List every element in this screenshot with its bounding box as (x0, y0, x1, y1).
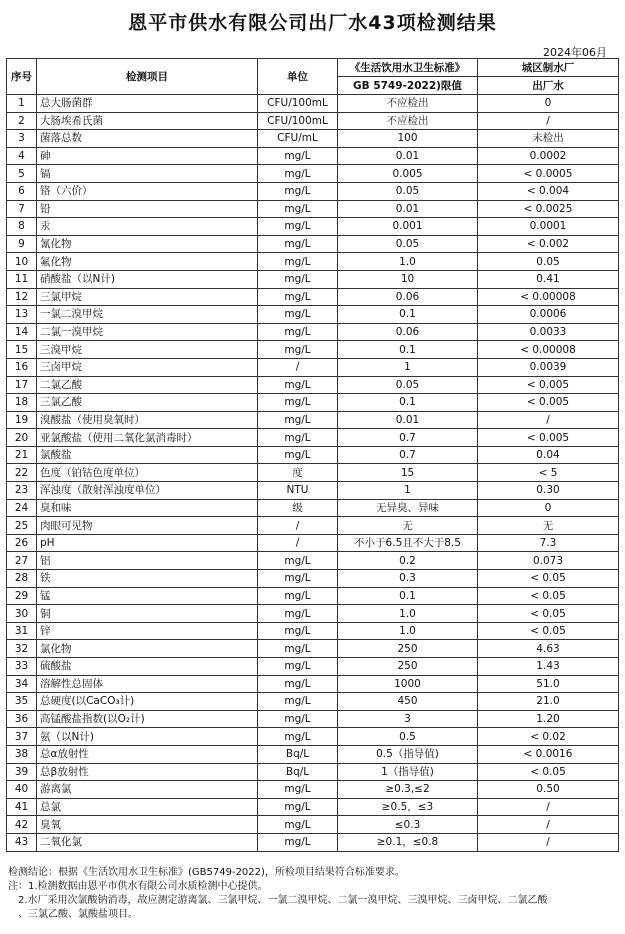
row-unit: mg/L (258, 270, 338, 288)
row-unit: mg/L (258, 587, 338, 605)
table-row (7, 147, 619, 165)
row-no: 14 (7, 323, 37, 341)
row-no: 16 (7, 358, 37, 376)
row-result: < 0.0005 (478, 165, 619, 183)
row-no: 4 (7, 147, 37, 165)
row-item: 三溴甲烷 (37, 341, 258, 359)
row-item: 三卤甲烷 (37, 358, 258, 376)
row-no: 13 (7, 306, 37, 324)
row-no: 15 (7, 341, 37, 359)
row-limit: 0.1 (338, 587, 478, 605)
row-unit: mg/L (258, 710, 338, 728)
table-row (7, 446, 619, 464)
row-unit: Bq/L (258, 763, 338, 781)
row-unit: mg/L (258, 816, 338, 834)
row-unit: mg/L (258, 658, 338, 676)
row-result: / (478, 833, 619, 851)
table-row (7, 482, 619, 500)
row-limit: 不应检出 (338, 112, 478, 130)
row-item: 总β放射性 (37, 763, 258, 781)
table-row (7, 833, 619, 851)
row-result: < 0.02 (478, 728, 619, 746)
table-row (7, 605, 619, 623)
table-row (7, 640, 619, 658)
row-item: 铁 (37, 570, 258, 588)
row-result: < 5 (478, 464, 619, 482)
row-limit: 0.2 (338, 552, 478, 570)
row-no: 24 (7, 499, 37, 517)
row-no: 5 (7, 165, 37, 183)
row-result: < 0.00008 (478, 288, 619, 306)
row-unit: mg/L (258, 182, 338, 200)
row-no: 10 (7, 253, 37, 271)
header-no: 序号 (7, 59, 37, 95)
table-row (7, 781, 619, 799)
row-result: 51.0 (478, 675, 619, 693)
table-row (7, 570, 619, 588)
table-row (7, 182, 619, 200)
row-item: 臭氧 (37, 816, 258, 834)
row-item: 肉眼可见物 (37, 517, 258, 535)
row-result: 0.0033 (478, 323, 619, 341)
row-item: 硫酸盐 (37, 658, 258, 676)
row-no: 23 (7, 482, 37, 500)
row-no: 29 (7, 587, 37, 605)
row-no: 12 (7, 288, 37, 306)
note-2b: 、三氯乙酸、氯酸盐项目。 (18, 909, 138, 920)
row-limit: 0.7 (338, 446, 478, 464)
table-row (7, 306, 619, 324)
row-unit: mg/L (258, 570, 338, 588)
row-result: 0.0002 (478, 147, 619, 165)
row-no: 3 (7, 130, 37, 148)
row-limit: ≥0.5，≤3 (338, 798, 478, 816)
table-body (7, 95, 619, 852)
row-unit: CFU/100mL (258, 112, 338, 130)
row-result: < 0.002 (478, 235, 619, 253)
row-limit: ≤0.3 (338, 816, 478, 834)
row-unit: / (258, 358, 338, 376)
row-item: 三氯甲烷 (37, 288, 258, 306)
table-row (7, 341, 619, 359)
row-limit: 1000 (338, 675, 478, 693)
row-result: 0 (478, 95, 619, 113)
table-row (7, 728, 619, 746)
row-result: / (478, 798, 619, 816)
row-item: 氟化物 (37, 253, 258, 271)
row-no: 35 (7, 693, 37, 711)
row-unit: mg/L (258, 235, 338, 253)
table-row (7, 517, 619, 535)
row-no: 22 (7, 464, 37, 482)
row-limit: 0.01 (338, 411, 478, 429)
table-row (7, 745, 619, 763)
row-result: 7.3 (478, 534, 619, 552)
row-no: 41 (7, 798, 37, 816)
note-2a: 2.水厂采用次氯酸钠消毒，故应测定游离氯、三氯甲烷、一氯二溴甲烷、二氯一溴甲烷、三溴甲烷、三卤甲烷、二氯乙酸 (18, 895, 548, 906)
header-standard-top: 《生活饮用水卫生标准》 (338, 59, 478, 77)
row-item: 氰化物 (37, 235, 258, 253)
table-row (7, 165, 619, 183)
row-unit: mg/L (258, 165, 338, 183)
row-limit: 0.3 (338, 570, 478, 588)
row-item: 总氯 (37, 798, 258, 816)
header-standard-bottom: GB 5749-2022)限值 (338, 77, 478, 95)
row-unit: 度 (258, 464, 338, 482)
header-item: 检测项目 (37, 59, 258, 95)
row-unit: mg/L (258, 429, 338, 447)
table-row (7, 710, 619, 728)
row-result: 0.04 (478, 446, 619, 464)
results-table (6, 58, 619, 852)
table-row (7, 763, 619, 781)
row-result: 0.0039 (478, 358, 619, 376)
row-item: 二氯乙酸 (37, 376, 258, 394)
row-result: < 0.005 (478, 429, 619, 447)
table-row (7, 552, 619, 570)
row-result: 0 (478, 499, 619, 517)
row-item: 汞 (37, 218, 258, 236)
row-no: 8 (7, 218, 37, 236)
row-item: 一氯二溴甲烷 (37, 306, 258, 324)
row-limit: 0.05 (338, 235, 478, 253)
row-unit: mg/L (258, 218, 338, 236)
table-row (7, 411, 619, 429)
row-unit: mg/L (258, 552, 338, 570)
table-row (7, 130, 619, 148)
table-row (7, 270, 619, 288)
row-unit: mg/L (258, 147, 338, 165)
row-result: < 0.05 (478, 605, 619, 623)
row-item: 大肠埃希氏菌 (37, 112, 258, 130)
row-item: pH (37, 534, 258, 552)
table-row (7, 816, 619, 834)
row-no: 2 (7, 112, 37, 130)
row-result: / (478, 816, 619, 834)
row-item: 氨（以N计) (37, 728, 258, 746)
row-unit: CFU/mL (258, 130, 338, 148)
row-limit: 0.05 (338, 376, 478, 394)
row-no: 39 (7, 763, 37, 781)
table-row (7, 499, 619, 517)
row-unit: mg/L (258, 411, 338, 429)
table-row (7, 200, 619, 218)
row-unit: Bq/L (258, 745, 338, 763)
row-limit: 0.1 (338, 341, 478, 359)
row-item: 铝 (37, 552, 258, 570)
row-unit: mg/L (258, 605, 338, 623)
row-item: 菌落总数 (37, 130, 258, 148)
row-no: 31 (7, 622, 37, 640)
row-unit: 级 (258, 499, 338, 517)
row-item: 亚氯酸盐（使用二氧化氯消毒时） (37, 429, 258, 447)
row-limit: 250 (338, 658, 478, 676)
row-unit: mg/L (258, 200, 338, 218)
row-unit: mg/L (258, 640, 338, 658)
row-result: < 0.05 (478, 587, 619, 605)
row-no: 25 (7, 517, 37, 535)
table-row (7, 235, 619, 253)
row-unit: mg/L (258, 253, 338, 271)
row-result: < 0.004 (478, 182, 619, 200)
row-limit: 0.1 (338, 394, 478, 412)
row-unit: mg/L (258, 341, 338, 359)
row-limit: 10 (338, 270, 478, 288)
row-limit: 不小于6.5且不大于8.5 (338, 534, 478, 552)
row-no: 21 (7, 446, 37, 464)
row-limit: 1 (338, 482, 478, 500)
table-row (7, 323, 619, 341)
table-row (7, 622, 619, 640)
row-limit: 0.01 (338, 147, 478, 165)
row-limit: 不应检出 (338, 95, 478, 113)
row-limit: 3 (338, 710, 478, 728)
row-unit: mg/L (258, 781, 338, 799)
row-result: 0.41 (478, 270, 619, 288)
row-limit: 无 (338, 517, 478, 535)
row-limit: 1.0 (338, 253, 478, 271)
row-limit: 0.7 (338, 429, 478, 447)
row-result: 未检出 (478, 130, 619, 148)
row-unit: mg/L (258, 446, 338, 464)
row-item: 色度（铂钴色度单位） (37, 464, 258, 482)
row-no: 11 (7, 270, 37, 288)
row-no: 43 (7, 833, 37, 851)
row-limit: 450 (338, 693, 478, 711)
row-no: 42 (7, 816, 37, 834)
row-no: 6 (7, 182, 37, 200)
row-result: 4.63 (478, 640, 619, 658)
row-limit: 250 (338, 640, 478, 658)
row-no: 40 (7, 781, 37, 799)
table-row (7, 587, 619, 605)
row-result: < 0.05 (478, 763, 619, 781)
row-item: 二氧化氯 (37, 833, 258, 851)
row-limit: ≥0.1，≤0.8 (338, 833, 478, 851)
row-item: 二氯一溴甲烷 (37, 323, 258, 341)
row-result: < 0.005 (478, 394, 619, 412)
row-result: / (478, 411, 619, 429)
row-limit: 0.5 (338, 728, 478, 746)
table-row (7, 464, 619, 482)
row-unit: mg/L (258, 693, 338, 711)
row-unit: mg/L (258, 394, 338, 412)
row-no: 33 (7, 658, 37, 676)
row-no: 20 (7, 429, 37, 447)
table-row (7, 253, 619, 271)
row-item: 锰 (37, 587, 258, 605)
row-item: 锌 (37, 622, 258, 640)
row-result: / (478, 112, 619, 130)
row-no: 18 (7, 394, 37, 412)
row-result: < 0.05 (478, 622, 619, 640)
notes (8, 866, 620, 922)
row-limit: 1 (338, 358, 478, 376)
table-row (7, 112, 619, 130)
row-limit: 1（指导值) (338, 763, 478, 781)
row-item: 总硬度(以CaCO₃计) (37, 693, 258, 711)
conclusion-text: 检测结论：根据《生活饮用水卫生标准》(GB5749-2022)，所检项目结果符合标准要求。 (8, 867, 405, 878)
row-result: 0.0006 (478, 306, 619, 324)
row-result: 1.43 (478, 658, 619, 676)
row-no: 19 (7, 411, 37, 429)
row-unit: mg/L (258, 306, 338, 324)
row-result: < 0.0016 (478, 745, 619, 763)
row-item: 铅 (37, 200, 258, 218)
row-no: 1 (7, 95, 37, 113)
row-item: 臭和味 (37, 499, 258, 517)
row-no: 28 (7, 570, 37, 588)
row-no: 34 (7, 675, 37, 693)
row-item: 硝酸盐（以N计) (37, 270, 258, 288)
row-item: 总大肠菌群 (37, 95, 258, 113)
table-row (7, 675, 619, 693)
table-row (7, 658, 619, 676)
row-result: < 0.05 (478, 570, 619, 588)
row-item: 溴酸盐（使用臭氧时） (37, 411, 258, 429)
row-result: < 0.00008 (478, 341, 619, 359)
row-no: 27 (7, 552, 37, 570)
row-item: 游离氯 (37, 781, 258, 799)
row-no: 26 (7, 534, 37, 552)
row-limit: ≥0.3,≤2 (338, 781, 478, 799)
row-item: 高锰酸盐指数(以O₂计) (37, 710, 258, 728)
row-no: 9 (7, 235, 37, 253)
row-result: 21.0 (478, 693, 619, 711)
row-unit: mg/L (258, 288, 338, 306)
row-limit: 0.1 (338, 306, 478, 324)
row-limit: 15 (338, 464, 478, 482)
row-item: 砷 (37, 147, 258, 165)
row-no: 37 (7, 728, 37, 746)
row-limit: 0.005 (338, 165, 478, 183)
report-date: 2024年06月 (543, 46, 607, 59)
table-row (7, 798, 619, 816)
row-limit: 0.5（指导值) (338, 745, 478, 763)
row-unit: mg/L (258, 376, 338, 394)
row-limit: 0.01 (338, 200, 478, 218)
row-result: 0.50 (478, 781, 619, 799)
row-result: 0.05 (478, 253, 619, 271)
row-no: 7 (7, 200, 37, 218)
table-row (7, 376, 619, 394)
row-result: 无 (478, 517, 619, 535)
row-unit: mg/L (258, 622, 338, 640)
row-item: 氯化物 (37, 640, 258, 658)
row-no: 17 (7, 376, 37, 394)
header-unit: 单位 (258, 59, 338, 95)
row-limit: 100 (338, 130, 478, 148)
row-result: 0.30 (478, 482, 619, 500)
row-unit: mg/L (258, 323, 338, 341)
header-plant-bottom: 出厂水 (478, 77, 619, 95)
row-limit: 1.0 (338, 605, 478, 623)
row-unit: mg/L (258, 798, 338, 816)
row-unit: mg/L (258, 728, 338, 746)
table-row (7, 288, 619, 306)
page-title: 恩平市供水有限公司出厂水43项检测结果 (128, 12, 497, 34)
table-row (7, 394, 619, 412)
table-row (7, 218, 619, 236)
row-result: 0.0001 (478, 218, 619, 236)
row-item: 铜 (37, 605, 258, 623)
table-row (7, 429, 619, 447)
row-result: < 0.005 (478, 376, 619, 394)
row-unit: / (258, 534, 338, 552)
row-result: 0.073 (478, 552, 619, 570)
row-item: 氯酸盐 (37, 446, 258, 464)
row-item: 铬（六价） (37, 182, 258, 200)
row-item: 总α放射性 (37, 745, 258, 763)
row-limit: 无异臭、异味 (338, 499, 478, 517)
row-item: 三氯乙酸 (37, 394, 258, 412)
row-item: 溶解性总固体 (37, 675, 258, 693)
table-row (7, 534, 619, 552)
row-result: < 0.0025 (478, 200, 619, 218)
row-limit: 0.05 (338, 182, 478, 200)
note-1: 注：1.检测数据由恩平市供水有限公司水质检测中心提供。 (8, 881, 268, 892)
row-unit: / (258, 517, 338, 535)
row-no: 38 (7, 745, 37, 763)
table-row (7, 358, 619, 376)
table-row (7, 95, 619, 113)
row-no: 36 (7, 710, 37, 728)
row-unit: mg/L (258, 833, 338, 851)
row-limit: 1.0 (338, 622, 478, 640)
row-item: 浑浊度（散射浑浊度单位） (37, 482, 258, 500)
row-limit: 0.06 (338, 288, 478, 306)
table-row (7, 693, 619, 711)
row-unit: mg/L (258, 675, 338, 693)
row-item: 镉 (37, 165, 258, 183)
header-plant-top: 城区制水厂 (478, 59, 619, 77)
row-no: 30 (7, 605, 37, 623)
row-unit: CFU/100mL (258, 95, 338, 113)
row-limit: 0.06 (338, 323, 478, 341)
row-limit: 0.001 (338, 218, 478, 236)
row-result: 1.20 (478, 710, 619, 728)
row-unit: NTU (258, 482, 338, 500)
row-no: 32 (7, 640, 37, 658)
